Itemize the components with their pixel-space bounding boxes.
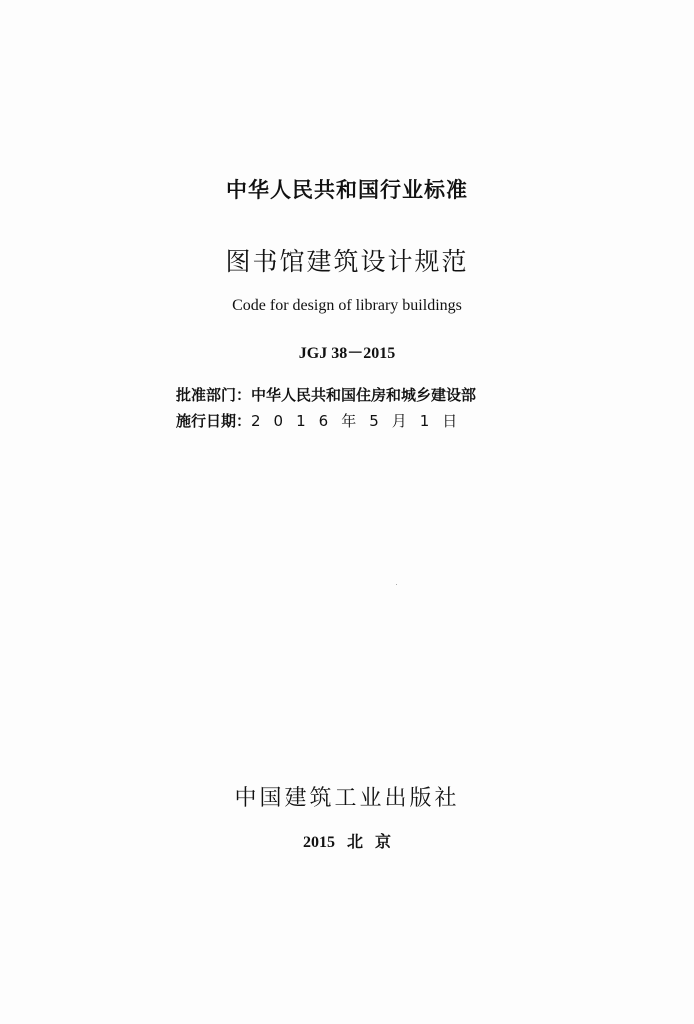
effective-date-row — [176, 408, 476, 434]
scan-speck — [396, 584, 397, 585]
document-title-chinese: 图书馆建筑设计规范 — [225, 247, 469, 276]
effective-date-label: 施行日期： — [176, 412, 252, 430]
effective-date-value: 2016年5月1日 — [251, 412, 471, 430]
approval-info — [176, 382, 476, 434]
publication-year-place: 2015 北 京 — [302, 834, 391, 851]
approving-department-label: 批准部门： — [176, 386, 252, 404]
approving-department-row — [176, 382, 476, 408]
standard-category: 中华人民共和国行业标准 — [226, 178, 468, 202]
standard-code-number: JGJ 38－2015 — [298, 345, 396, 362]
publisher-name: 中国建筑工业出版社 — [234, 786, 460, 811]
approving-department-value: 中华人民共和国住房和城乡建设部 — [251, 386, 477, 404]
document-title-english: Code for design of library buildings — [232, 297, 462, 314]
